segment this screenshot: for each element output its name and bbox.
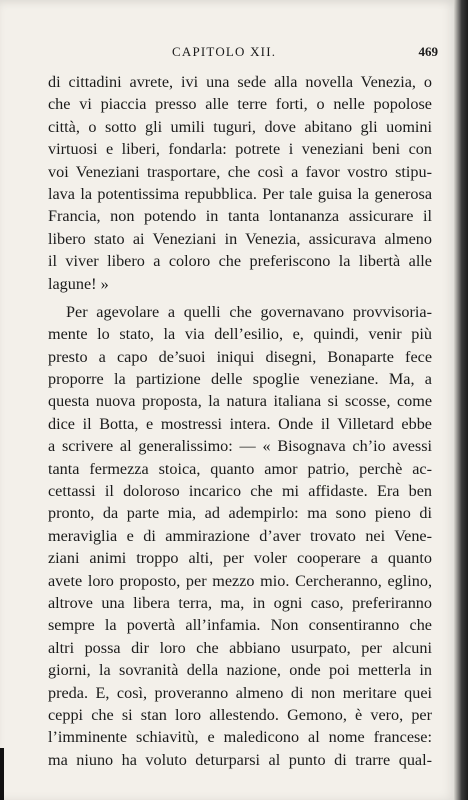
text-line: lagune! » [48,274,109,293]
text-line: voi Veneziani trasportare, che così a favor vostro stipu- [48,162,432,181]
paragraph [48,71,432,295]
text-line: il viver libero a coloro che preferiscono la libertà alle [48,252,432,271]
text-line: mente lo stato, la via dell’esilio, e, quindi, venir più [48,325,432,344]
text-line: Per agevolare a quelli che governavano provvisoria- [66,302,432,321]
text-line: di cittadini avrete, ivi una sede alla novella Venezia, o [48,73,432,91]
text-line: pronto, da parte mia, ad adempirlo: ma sono pieno di [48,504,432,523]
text-line: l’imminente schiavitù, e maledicono al nome francese: [48,728,432,747]
text-line: a scrivere al generalissimo: — « Bisognava ch’io avessi [48,437,432,456]
text-line: tanta fermezza stoica, quanto amor patrio, perchè ac- [48,459,432,478]
text-line: preda. E, così, proveranno almeno di non meritare quei [48,683,432,702]
text-line: cettassi il doloroso incarico che mi affidaste. Era ben [48,482,432,501]
text-line: che vi piaccia presso alle terre forti, o nelle popolose [48,95,432,114]
text-line: lava la potentissima repubblica. Per tale guisa la generosa [48,184,432,203]
text-line: sempre la povertà all’infamia. Non consentiranno che [48,616,432,635]
text-line: meraviglia e di ammirazione d’aver trovato nei Vene- [48,526,432,545]
book-gutter-shadow [454,0,468,800]
text-line: ceppi che si stan loro allestendo. Gemono, è vero, per [48,705,432,724]
text-line: avete loro proposto, per mezzo mio. Cercheranno, eglino, [48,571,432,590]
text-line: questa nuova proposta, la natura italiana si scosse, come [48,392,432,411]
body-text [48,71,432,771]
text-line: città, o sotto gli umili tuguri, dove abitano gli uomini [48,117,432,136]
text-line: ziani animi troppo alti, per voler cooperare a quanto [48,549,432,568]
text-line: ma niuno ha voluto deturparsi al punto di trarre qual- [48,750,432,769]
text-line: proporre la partizione delle spoglie veneziane. Ma, a [48,370,432,389]
running-head: CAPITOLO XII. [172,44,277,59]
text-line: presto a capo de’suoi iniqui disegni, Bonaparte fece [48,347,432,366]
paragraph [48,301,432,771]
text-line: altri possa dir loro che abbiano usurpato, per alcuni [48,638,432,657]
page-header [48,44,444,66]
text-line: Francia, non potendo in tanta lontananza assicurare il [48,207,432,226]
text-line: altrove una libera terra, ma, in ogni caso, preferiranno [48,593,432,612]
page-number: 469 [418,44,438,59]
scan-edge-mark [0,748,4,800]
text-line: dice il Botta, e mostressi intera. Onde il Villetard ebbe [48,414,432,433]
text-line: libero stato ai Veneziani in Venezia, assicurava almeno [48,229,432,248]
text-line: giorni, la sovranità della nazione, onde poi metterla in [48,661,432,680]
text-line: virtuosi e liberi, fondarla: potrete i veneziani beni con [48,140,432,159]
